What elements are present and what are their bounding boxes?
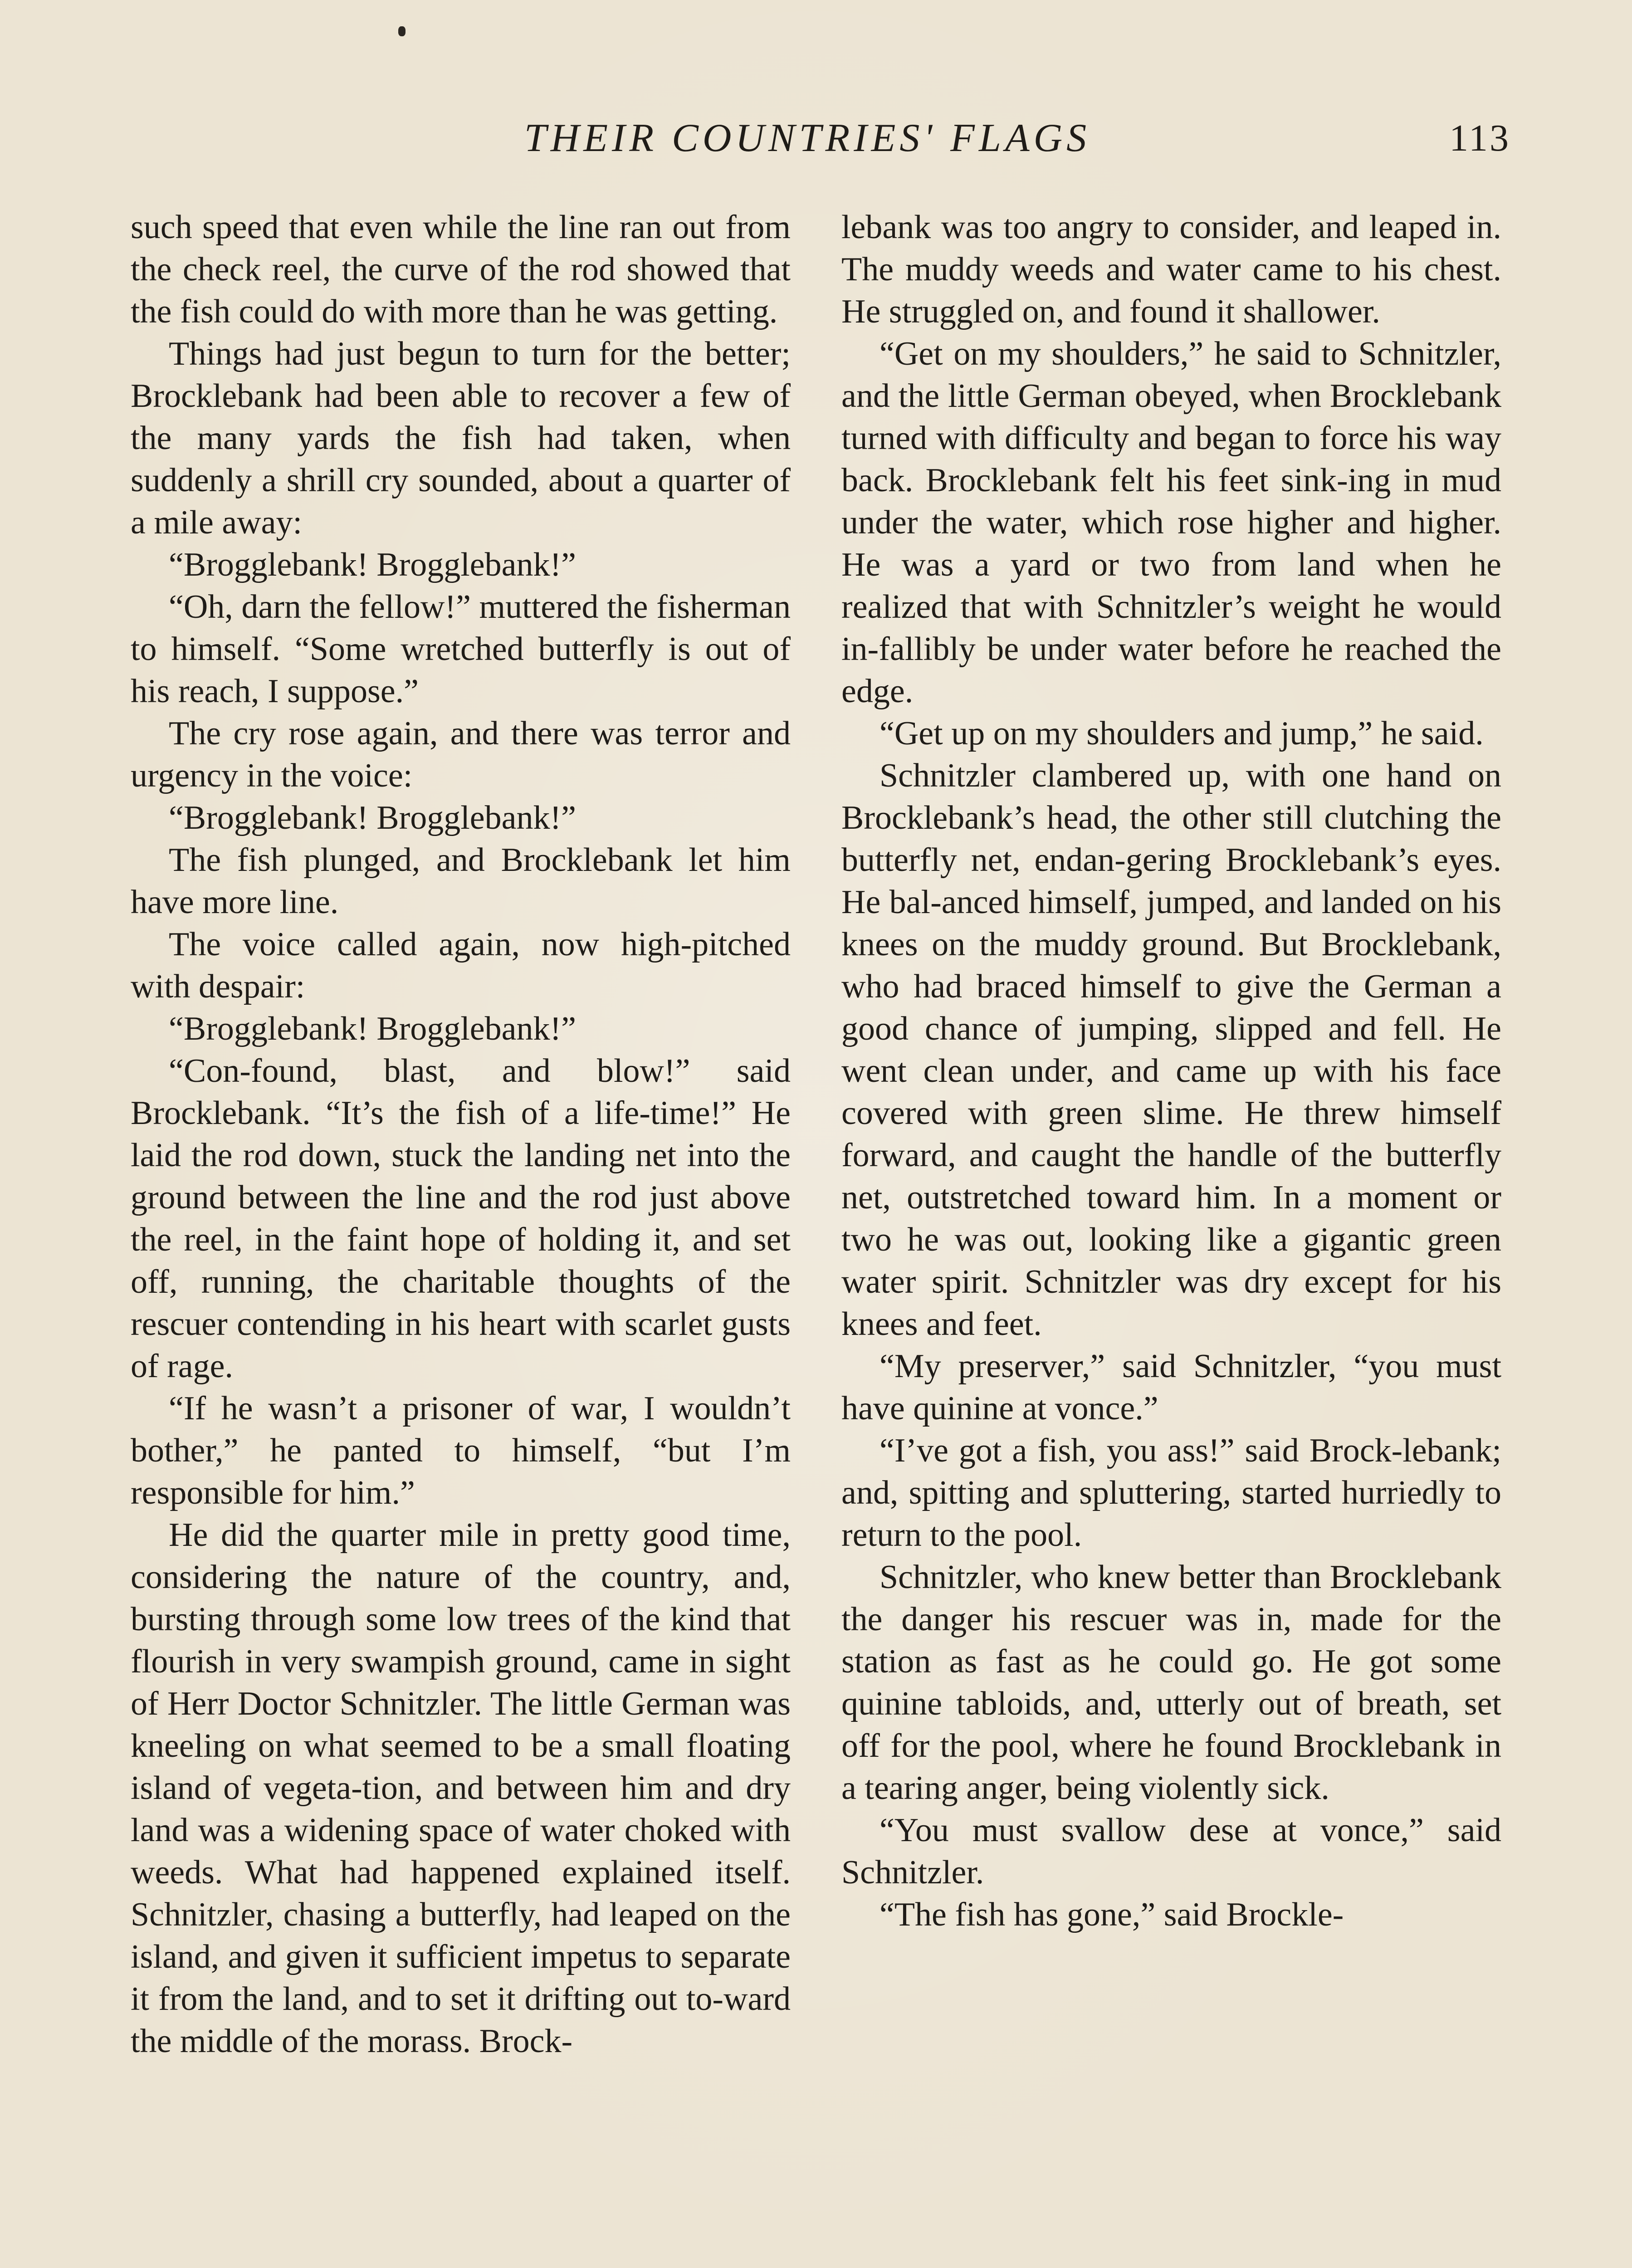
paragraph: He did the quarter mile in pretty good time, considering the nature of the country, and, bursting through some low trees of the kind that flourish in very swampish ground, came in sight of Herr Doctor Schnitzler. The little German was kneeling on what seemed to be a small floating island of vegeta-tion, and between him and dry land was a widening space of water choked with weeds. What had happened explained itself. Schnitzler, chasing a butterfly, had leaped on the island, and given it sufficient impetus to separate it from the land, and to set it drifting out to-ward the middle of the morass. Brock- bbox=[131, 1516, 791, 2060]
paragraph: “Oh, darn the fellow!” muttered the fisherman to himself. “Some wretched butterfly is out of his reach, I suppose.” bbox=[131, 588, 791, 710]
page-number: 113 bbox=[1449, 117, 1510, 159]
paragraph: lebank was too angry to consider, and leaped in. The muddy weeds and water came to his chest. He struggled on, and found it shallower. bbox=[841, 209, 1501, 330]
paragraph: “If he wasn’t a prisoner of war, I wouldn’t bother,” he panted to himself, “but I’m responsible for him.” bbox=[131, 1390, 791, 1511]
paragraph: “Brogglebank! Brogglebank!” bbox=[169, 546, 576, 583]
running-title: THEIR COUNTRIES' FLAGS bbox=[524, 116, 1091, 160]
paragraph: “Con-found, blast, and blow!” said Brocklebank. “It’s the fish of a life-time!” He laid the rod down, stuck the landing net into the ground between the line and the rod just above the reel, in the faint hope of holding it, and set off, running, the charitable thoughts of the rescuer contending in his heart with scarlet gusts of rage. bbox=[131, 1052, 791, 1385]
paragraph: Schnitzler, who knew better than Brocklebank the danger his rescuer was in, made for the station as fast as he could go. He got some quinine tabloids, and, utterly out of breath, set off for the pool, where he found Brocklebank in a tearing anger, being violently sick. bbox=[841, 1559, 1501, 1807]
paragraph: The cry rose again, and there was terror and urgency in the voice: bbox=[131, 715, 791, 794]
paragraph: “Get up on my shoulders and jump,” he said. bbox=[880, 715, 1484, 752]
paragraph: “My preserver,” said Schnitzler, “you must have quinine at vonce.” bbox=[841, 1348, 1501, 1427]
paragraph: “The fish has gone,” said Brockle- bbox=[880, 1896, 1344, 1933]
paragraph: “Brogglebank! Brogglebank!” bbox=[169, 799, 576, 836]
paragraph: The fish plunged, and Brocklebank let him have more line. bbox=[131, 841, 791, 921]
paragraph: “Get on my shoulders,” he said to Schnitzler, and the little German obeyed, when Brocklebank turned with difficulty and began to force his way back. Brocklebank felt his feet sink-ing in mud under the water, which rose higher and higher. He was a yard or two from land when he realized that with Schnitzler’s weight he would in-fallibly be under water before he reached the edge. bbox=[841, 335, 1501, 710]
paragraph: “Brogglebank! Brogglebank!” bbox=[169, 1010, 576, 1047]
paragraph: Things had just begun to turn for the better; Brocklebank had been able to recover a few of the many yards the fish had taken, when suddenly a shrill cry sounded, about a quarter of a mile away: bbox=[131, 335, 791, 541]
paragraph: The voice called again, now high-pitched with despair: bbox=[131, 926, 791, 1005]
paragraph: “I’ve got a fish, you ass!” said Brock-lebank; and, spitting and spluttering, started hurriedly to return to the pool. bbox=[841, 1432, 1501, 1554]
right-text-column bbox=[841, 206, 1501, 1936]
ink-speck bbox=[398, 26, 406, 36]
paragraph: “You must svallow dese at vonce,” said Schnitzler. bbox=[841, 1812, 1501, 1891]
paragraph: such speed that even while the line ran out from the check reel, the curve of the rod showed that the fish could do with more than he was getting. bbox=[131, 209, 791, 330]
paragraph: Schnitzler clambered up, with one hand on Brocklebank’s head, the other still clutching the butterfly net, endan-gering Brocklebank’s eyes. He bal-anced himself, jumped, and landed on his knees on the muddy ground. But Brocklebank, who had braced himself to give the German a good chance of jumping, slipped and fell. He went clean under, and came up with his face covered with green slime. He threw himself forward, and caught the handle of the butterfly net, outstretched toward him. In a moment or two he was out, looking like a gigantic green water spirit. Schnitzler was dry except for his knees and feet. bbox=[841, 757, 1501, 1343]
left-text-column bbox=[131, 206, 791, 2063]
running-head bbox=[0, 113, 1632, 163]
